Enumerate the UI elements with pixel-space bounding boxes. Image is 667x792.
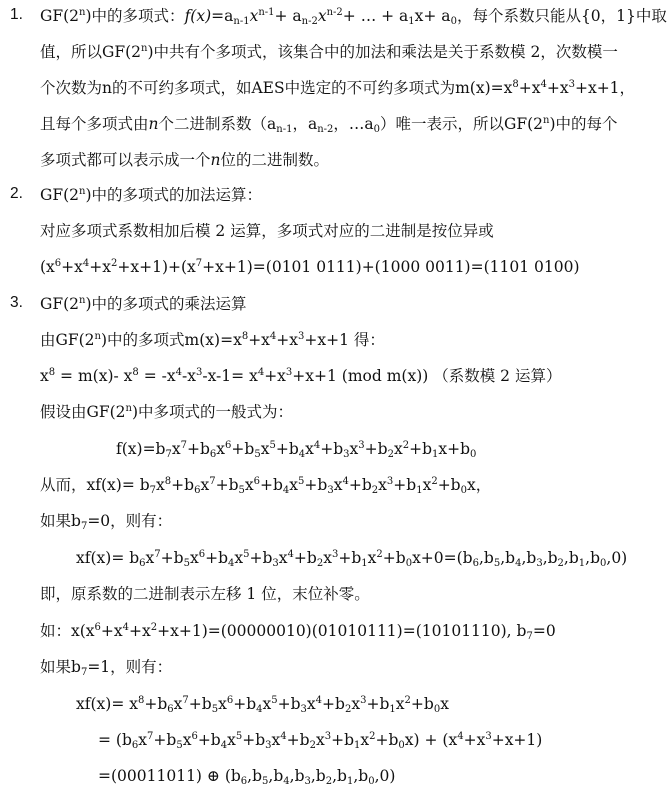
- item-number: 1.: [10, 6, 23, 23]
- formula-line: $xf(x)= x^8+b_6x^7+b_5x^6+b_4x^5+b_3x^4+b_2x^3+b_1x^2+b_0x$: [76, 695, 449, 715]
- paragraph-line: 多项式都可以表示成一个n位的二进制数。: [40, 151, 330, 169]
- formula-line: $(x^6+x^4+x^2+x+1)+(x^7+x+1)=(0101$ 0111)+(1000 0011)=(1101 0100): [40, 258, 580, 276]
- paragraph-line: 如果$b_7=1$，则有：: [40, 658, 173, 678]
- paragraph-line: 且每个多项式由n个二进制系数（$a_{n-1}$，$a_{n-2}$，$\dots a_0$）唯一表示，所以GF(2$^n$)中的每个: [40, 115, 618, 135]
- section-heading: GF(2$^n$)中的多项式的加法运算：: [40, 186, 263, 204]
- formula-line: 从而，$xf(x)= b_7x^8+b_6x^7+b_5x^6+b_4x^5+b_3x^4+b_2x^3+b_1x^2+b_0x$，: [40, 476, 492, 496]
- paragraph-line: 对应多项式系数相加后模 2 运算，多项式对应的二进制是按位异或: [40, 222, 494, 240]
- section-heading: GF(2$^n$)中的多项式的乘法运算: [40, 295, 247, 313]
- paragraph-line: 由GF(2$^n$)中的多项式$m(x)=x^8+x^4+x^3+x+1$ 得：: [40, 331, 385, 349]
- paragraph-line: GF(2$^n$)中的多项式：$f(x)=a_{n-1}x^{n-1}+ a_{n-2}x^{n-2}+$ … + $a_1x+ a_0$，每个系数只能从{0，1}中取: [40, 7, 667, 27]
- formula-line: $x^8 = m(x)-$ $x^8 = -x^4-x^3-x-1= x^4+x^3+x+1$ (mod m(x)) （系数模 2 运算）: [40, 367, 562, 385]
- paragraph-line: 假设由GF(2$^n$)中多项式的一般式为：: [40, 403, 294, 421]
- paragraph-line: 值，所以GF(2$^n$)中共有个多项式，该集合中的加法和乘法是关于系数模 2，次数模一: [40, 43, 618, 61]
- formula-line: = $(b_6x^7+b_5x^6+b_4x^5+b_3x^4+b_2x^3+b_1x^2+b_0x) + (x^4+x^3+x+1)$: [98, 731, 543, 751]
- item-number: 3.: [10, 294, 23, 311]
- paragraph-line: 如果$b_7=0$，则有：: [40, 512, 173, 532]
- formula-line: =(00011011) ⊕ $(b_6,b_5,b_4,b_3,b_2,b_1,b_0,0)$: [98, 767, 396, 787]
- paragraph-line: 即，原系数的二进制表示左移 1 位，末位补零。: [40, 585, 370, 603]
- paragraph-line: 个次数为n的不可约多项式，如AES中选定的不可约多项式为$m(x)=x^8+x^4+x^3+x+1$，: [40, 79, 636, 97]
- formula-line: $xf(x)= b_6x^7+b_5x^6+b_4x^5+b_3x^4+b_2x^3+b_1x^2+b_0x+0=(b_6,b_5,b_4,b_3,b_2,b_1,b_0,0)$: [76, 549, 628, 569]
- item-number: 2.: [10, 185, 23, 202]
- formula-line: $f(x)=b_7x^7+b_6x^6+b_5x^5+b_4x^4+b_3x^3+b_2x^2+b_1x+b_0$: [116, 440, 477, 460]
- formula-line: 如：$x(x^6+x^4+x^2+x+1)=(00000010)(01010111)=(10101110)$, $b_7=0$: [40, 622, 556, 642]
